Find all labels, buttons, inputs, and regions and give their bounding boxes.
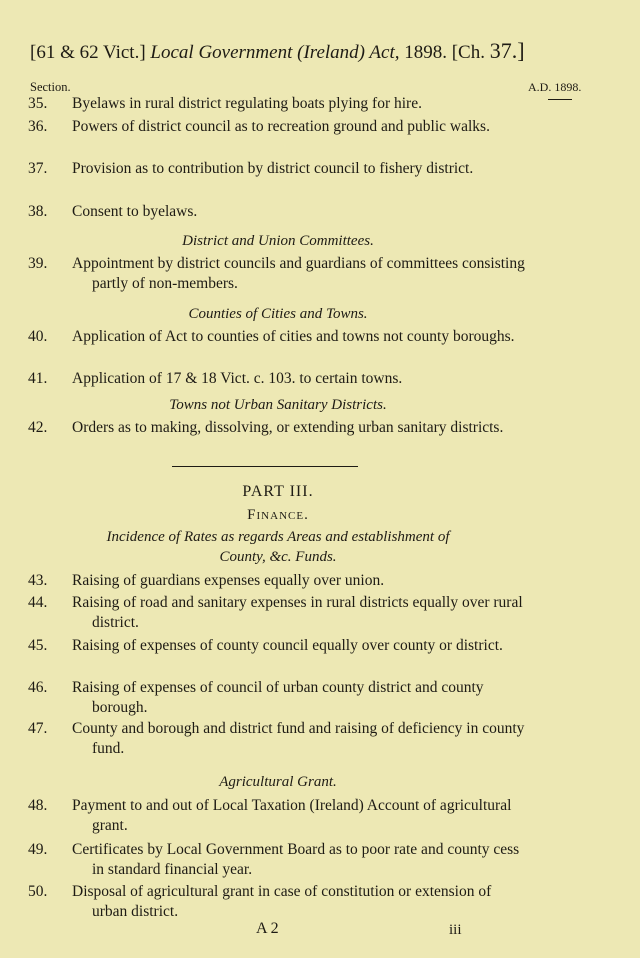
act-title: Local Government (Ireland) Act,	[150, 42, 400, 63]
chapter-number: 37.]	[489, 38, 525, 63]
running-header	[30, 38, 620, 64]
section-number: 37.	[28, 160, 48, 177]
section-text: Raising of guardians expenses equally over union.	[72, 572, 385, 589]
section-number: 42.	[28, 419, 48, 436]
section-entry	[28, 254, 528, 294]
section-number: 40.	[28, 328, 48, 345]
subheading-towns: Towns not Urban Sanitary Districts.	[169, 397, 387, 413]
subheading-counties: Counties of Cities and Towns.	[188, 306, 368, 322]
ad-year-label: A.D. 1898.	[528, 80, 582, 94]
signature-mark: A 2	[256, 920, 279, 937]
section-entry	[28, 94, 528, 114]
section-entry	[28, 796, 528, 836]
subheading-grant: Agricultural Grant.	[219, 774, 337, 790]
subheading-committees: District and Union Committees.	[182, 233, 374, 249]
section-entry	[28, 327, 528, 347]
section-number: 45.	[28, 637, 48, 654]
part-divider	[172, 466, 358, 467]
section-text: Certificates by Local Government Board as to poor rate and county cess in standard financial year.	[72, 841, 520, 878]
act-reference: [61 & 62 Vict.]	[30, 42, 146, 63]
section-text: Application of Act to counties of cities and towns not county boroughs.	[72, 328, 515, 345]
section-text: Byelaws in rural district regulating boats plying for hire.	[72, 95, 422, 112]
section-number: 43.	[28, 572, 48, 589]
section-entry	[28, 117, 528, 137]
section-entry	[28, 159, 528, 179]
section-number: 47.	[28, 720, 48, 737]
section-text: Payment to and out of Local Taxation (Ireland) Account of agricultural grant.	[72, 797, 512, 834]
section-text: Consent to byelaws.	[72, 203, 198, 220]
section-number: 41.	[28, 370, 48, 387]
section-text: Orders as to making, dissolving, or extending urban sanitary districts.	[72, 419, 504, 436]
section-entry	[28, 418, 528, 438]
section-number: 35.	[28, 95, 48, 112]
section-number: 36.	[28, 118, 48, 135]
chapter-prefix: [Ch.	[451, 42, 485, 63]
section-text: Application of 17 & 18 Vict. c. 103. to certain towns.	[72, 370, 403, 387]
section-entry	[28, 882, 528, 922]
section-label: Section.	[30, 80, 71, 94]
section-entry	[28, 678, 528, 718]
section-entry	[28, 719, 528, 759]
section-text: Raising of expenses of council of urban county district and county borough.	[72, 679, 484, 716]
section-number: 46.	[28, 679, 48, 696]
page-number: iii	[449, 922, 462, 938]
section-text: Appointment by district councils and guardians of committees consisting partly of non-members.	[72, 255, 525, 292]
section-number: 48.	[28, 797, 48, 814]
part-title: PART III.	[242, 483, 314, 500]
act-year: 1898.	[404, 42, 447, 63]
subheading-incidence-cont: County, &c. Funds.	[219, 549, 337, 565]
section-entry	[28, 593, 528, 633]
margin-rule	[548, 99, 572, 100]
section-entry	[28, 369, 528, 389]
section-text: Raising of road and sanitary expenses in rural districts equally over rural district.	[72, 594, 523, 631]
section-number: 44.	[28, 594, 48, 611]
section-text: Powers of district council as to recreation ground and public walks.	[72, 118, 490, 135]
section-text: Raising of expenses of county council equally over county or district.	[72, 637, 503, 654]
section-number: 38.	[28, 203, 48, 220]
section-number: 49.	[28, 841, 48, 858]
section-text: Provision as to contribution by district council to fishery district.	[72, 160, 474, 177]
section-number: 50.	[28, 883, 48, 900]
section-number: 39.	[28, 255, 48, 272]
part-subtitle: Finance.	[247, 507, 309, 523]
section-entry	[28, 636, 528, 656]
section-text: County and borough and district fund and raising of deficiency in county fund.	[72, 720, 525, 757]
section-entry	[28, 840, 528, 880]
section-entry	[28, 202, 528, 222]
section-entry	[28, 571, 528, 591]
subheading-incidence: Incidence of Rates as regards Areas and establishment of	[106, 529, 450, 545]
section-text: Disposal of agricultural grant in case of constitution or extension of urban district.	[72, 883, 492, 920]
